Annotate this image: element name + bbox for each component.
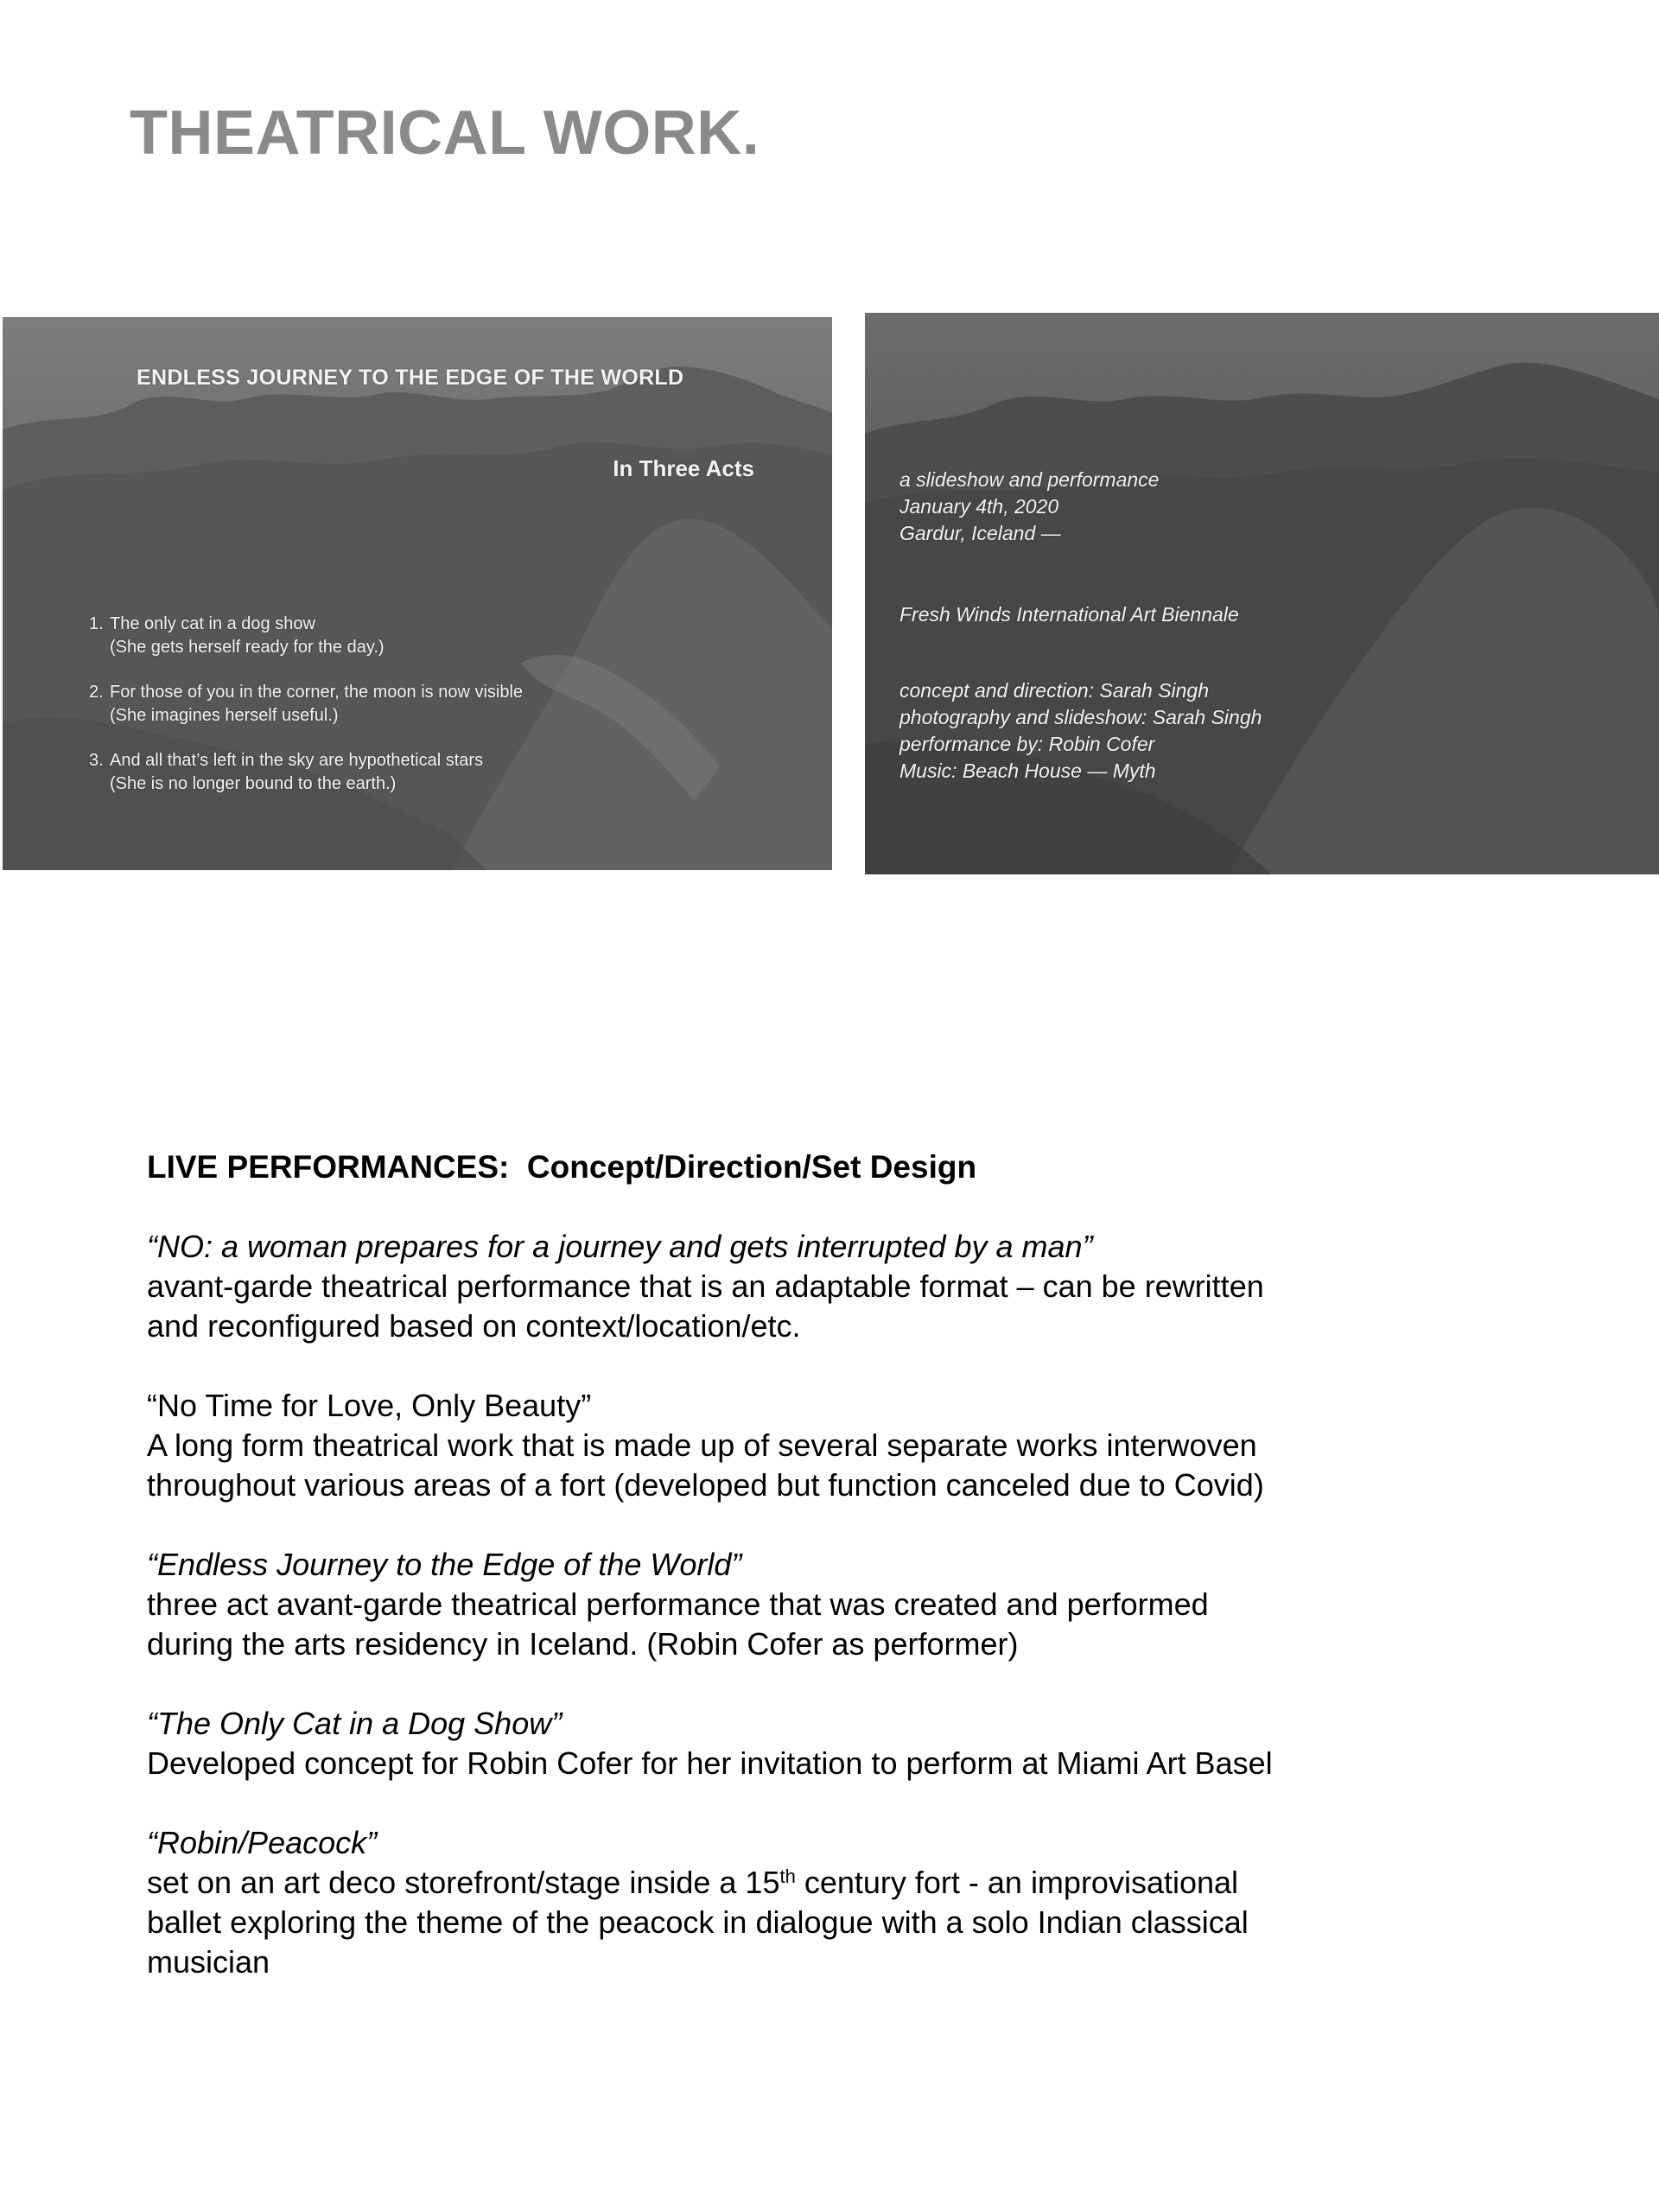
- act-subtext: (She gets herself ready for the day.): [110, 638, 385, 657]
- act-text: And all that’s left in the sky are hypothetical stars: [110, 751, 484, 770]
- slide-title: ENDLESS JOURNEY TO THE EDGE OF THE WORLD: [137, 365, 684, 390]
- description-text: century fort - an improvisational: [795, 1865, 1239, 1900]
- credit-line: Music: Beach House — Myth: [899, 760, 1156, 782]
- performance-entry: [147, 1823, 1460, 1982]
- event-description: a slideshow and performance: [899, 468, 1160, 491]
- performance-entry: [147, 1386, 1460, 1505]
- event-festival: [899, 601, 1239, 628]
- credit-line: performance by: Robin Cofer: [899, 733, 1155, 755]
- credit-line: concept and direction: Sarah Singh: [899, 679, 1210, 702]
- performance-title: “Endless Journey to the Edge of the World”: [147, 1547, 742, 1582]
- section-heading: LIVE PERFORMANCES: Concept/Direction/Set Design: [147, 1149, 977, 1185]
- live-performances-section: [147, 1147, 1460, 2022]
- performance-entry: [147, 1704, 1460, 1783]
- acts-list: [89, 613, 523, 817]
- act-number: 2.: [89, 683, 104, 702]
- credit-line: photography and slideshow: Sarah Singh: [899, 706, 1262, 728]
- performance-entry: [147, 1227, 1460, 1346]
- event-location: Gardur, Iceland —: [899, 522, 1061, 544]
- event-date: January 4th, 2020: [899, 495, 1059, 518]
- performance-title: “NO: a woman prepares for a journey and gets interrupted by a man”: [147, 1229, 1093, 1264]
- slide-image-endless-journey: [3, 317, 832, 870]
- act-item: [89, 681, 523, 728]
- act-item: [89, 613, 523, 659]
- performance-title: “No Time for Love, Only Beauty”: [147, 1388, 592, 1423]
- performance-description: ballet exploring the theme of the peacock in dialogue with a solo Indian classical: [147, 1904, 1249, 1940]
- performance-description: A long form theatrical work that is made up of several separate works interwoven: [147, 1427, 1257, 1463]
- act-number: 1.: [89, 614, 104, 633]
- act-subtext: (She imagines herself useful.): [110, 706, 339, 725]
- performance-description: during the arts residency in Iceland. (Robin Cofer as performer): [147, 1626, 1019, 1662]
- performance-description: three act avant-garde theatrical performance that was created and performed: [147, 1586, 1209, 1622]
- performance-title: “The Only Cat in a Dog Show”: [147, 1706, 563, 1741]
- performance-description: and reconfigured based on context/location/etc.: [147, 1308, 801, 1344]
- act-subtext: (She is no longer bound to the earth.): [110, 774, 397, 793]
- landscape-background: [865, 313, 1659, 874]
- performance-description: Developed concept for Robin Cofer for her invitation to perform at Miami Art Basel: [147, 1745, 1273, 1781]
- slide-subtitle: In Three Acts: [613, 455, 754, 481]
- performance-description: musician: [147, 1944, 270, 1980]
- act-number: 3.: [89, 751, 104, 770]
- performance-title: “Robin/Peacock”: [147, 1825, 378, 1860]
- festival-name: Fresh Winds International Art Biennale: [899, 603, 1239, 626]
- slide-image-credits: [865, 313, 1659, 874]
- description-text: set on an art deco storefront/stage inside a 15: [147, 1865, 780, 1900]
- act-item: [89, 749, 523, 796]
- event-info: [899, 467, 1159, 547]
- act-text: The only cat in a dog show: [110, 614, 315, 633]
- performance-entry: [147, 1545, 1460, 1664]
- act-text: For those of you in the corner, the moon is now visible: [110, 683, 524, 702]
- page-title: THEATRICAL WORK.: [130, 99, 760, 168]
- performance-description: throughout various areas of a fort (developed but function canceled due to Covid): [147, 1467, 1264, 1503]
- ordinal-suffix: th: [779, 1866, 796, 1887]
- performance-description: avant-garde theatrical performance that is an adaptable format – can be rewritten: [147, 1268, 1264, 1304]
- event-credits: [899, 677, 1262, 785]
- performance-description: [147, 1863, 1460, 1903]
